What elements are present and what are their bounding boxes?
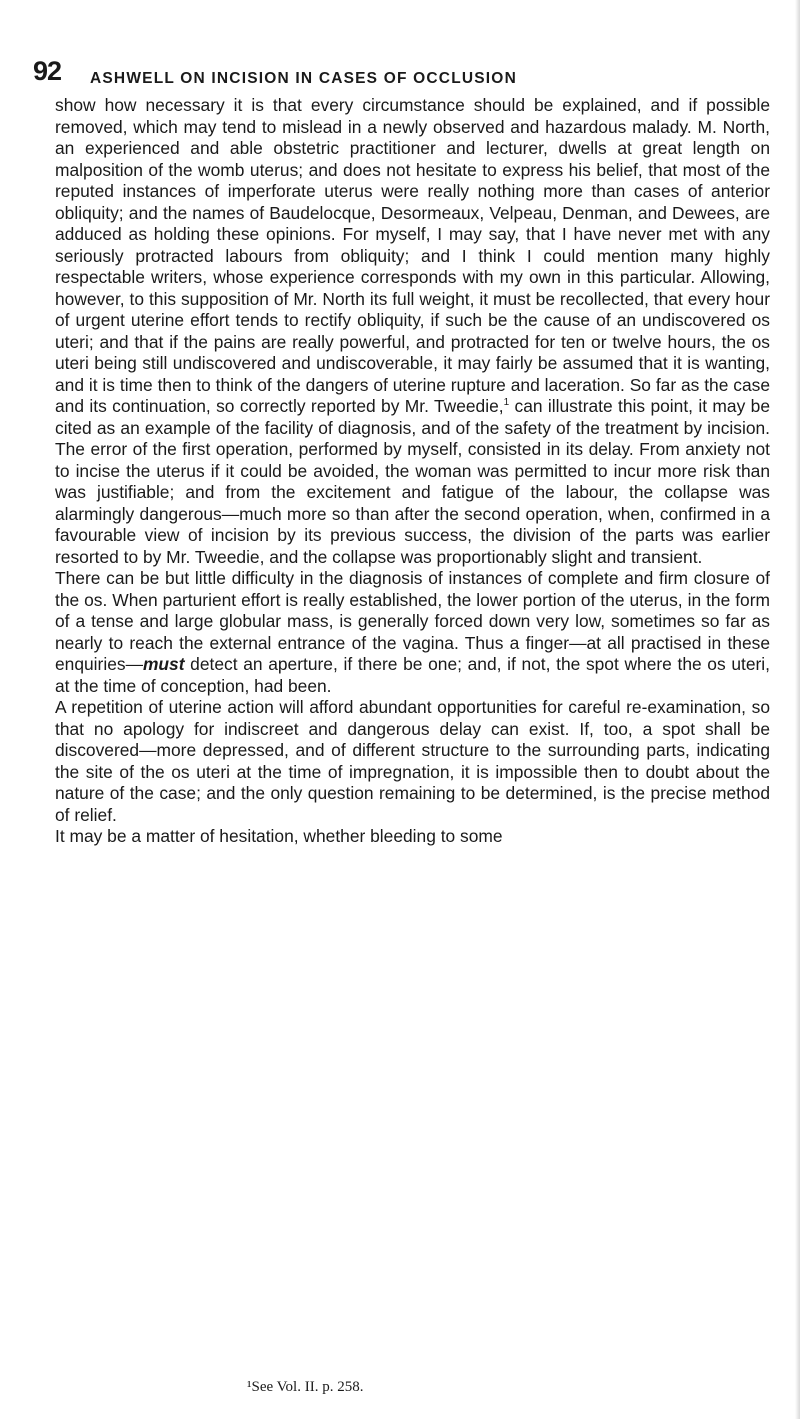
- paragraph-1-text-continued: can illustrate this point, it may be cited as an example of the facility of diagnosis, and of the safety of the treatment by incision. The error of the first operation, performed by myself, consisted in its delay. From anxiety not to incise the uterus if it could be avoided, the woman was permitted to incur more risk than was justifiable; and from the excitement and fatigue of the labour, the collapse was alarmingly dangerous—much more so than after the second operation, when, confirmed in a favourable view of incision by its previous success, the division of the parts was earlier resorted to by Mr. Tweedie, and the collapse was proportionably slight and transient.: [55, 396, 770, 567]
- paragraph-2: [55, 568, 770, 697]
- emphasis-must: must: [142, 654, 185, 674]
- body-text: [55, 95, 770, 848]
- paragraph-1-text: show how necessary it is that every circumstance should be explained, and if possible removed, which may tend to mislead in a newly observed and hazardous malady. M. North, an experienced and able obstetric practitioner and lecturer, dwells at great length on malposition of the womb uterus; and does not hesitate to express his belief, that most of the reputed instances of imperforate uterus were really nothing more than cases of anterior obliquity; and the names of Baudelocque, Desormeaux, Velpeau, Denman, and Dewees, are adduced as holding these opinions. For myself, I may say, that I have never met with any seriously protracted labours from obliquity; and I think I could mention many highly respectable writers, whose experience corresponds with my own in this particular. Allowing, however, to this supposition of Mr. North its full weight, it must be recollected, that every hour of urgent uterine effort tends to rectify obliquity, if such be the cause of an undiscovered os uteri; and that if the pains are really powerful, and protracted for ten or twelve hours, the os uteri being still undiscovered and undiscoverable, it may fairly be assumed that it is wanting, and it is time then to think of the dangers of uterine rupture and laceration. So far as the case and its continuation, so correctly reported by Mr. Tweedie,: [55, 95, 770, 416]
- paragraph-4: [55, 826, 770, 848]
- running-head: ASHWELL ON INCISION IN CASES OF OCCLUSION: [90, 70, 517, 87]
- page-edge-shadow: [795, 0, 800, 1419]
- paragraph-4-text: It may be a matter of hesitation, whether bleeding to some: [55, 826, 503, 846]
- paragraph-2-text: There can be but little difficulty in the diagnosis of instances of complete and firm closure of the os. When parturient effort is really established, the lower portion of the uterus, in the form of a tense and large globular mass, is generally forced down very low, sometimes so far as nearly to reach the external entrance of the vagina. Thus a finger—at all practised in these enquiries—: [55, 568, 770, 674]
- paragraph-2-text-continued: detect an aperture, if there be one; and, if not, the spot where the os uteri, at the time of conception, had been.: [55, 654, 770, 696]
- footnote: ¹See Vol. II. p. 258.: [247, 1379, 364, 1395]
- paragraph-3-text: A repetition of uterine action will afford abundant opportunities for careful re-examination, so that no apology for indiscreet and dangerous delay can exist. If, too, a spot shall be discovered—more depressed, and of different structure to the surrounding parts, indicating the site of the os uteri at the time of impregnation, it is impossible then to doubt about the nature of the case; and the only question remaining to be determined, is the precise method of relief.: [55, 697, 770, 825]
- paragraph-1: [55, 95, 770, 568]
- footnote-reference: 1: [503, 397, 510, 409]
- paragraph-3: [55, 697, 770, 826]
- page-number: 92: [33, 56, 62, 86]
